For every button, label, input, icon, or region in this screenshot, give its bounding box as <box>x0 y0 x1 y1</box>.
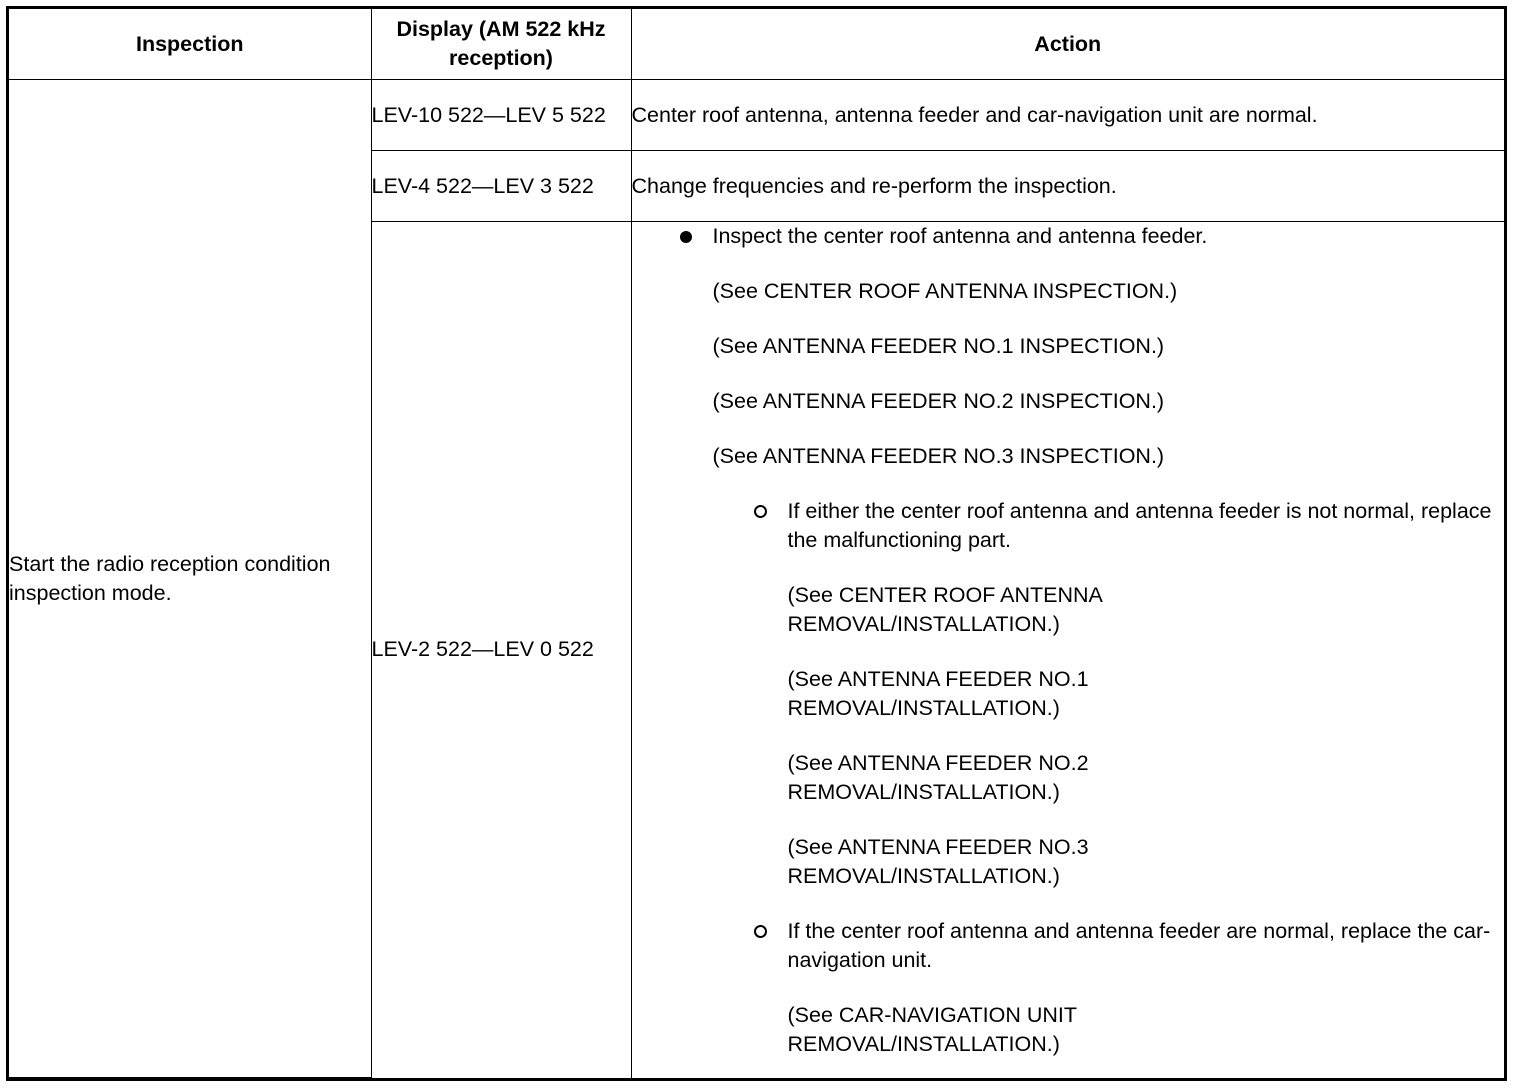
see-reference: (See ANTENNA FEEDER NO.2 INSPECTION.) <box>712 389 1165 413</box>
see-reference: (See ANTENNA FEEDER NO.1 INSPECTION.) <box>712 334 1165 358</box>
hollow-bullet-icon <box>754 505 767 518</box>
sub-bullet-text: If the center roof antenna and antenna feeder are normal, replace the car-navigation unit. <box>787 919 1491 972</box>
sub-bullet-item <box>632 917 1505 975</box>
see-reference: (See ANTENNA FEEDER NO.3 INSPECTION.) <box>712 444 1165 468</box>
table-row <box>9 80 1504 151</box>
display-value: LEV-4 522—LEV 3 522 <box>371 173 594 198</box>
see-reference: (See CENTER ROOF ANTENNA INSPECTION.) <box>712 279 1178 303</box>
filled-bullet-icon <box>680 231 692 243</box>
header-display-label: Display (AM 522 kHz reception) <box>396 17 606 70</box>
sub-bullet-item <box>632 497 1505 555</box>
sub-bullet-text: If either the center roof antenna and antenna feeder is not normal, replace the malfunctioning part. <box>787 499 1492 552</box>
see-reference-text: (See ANTENNA FEEDER NO.3 REMOVAL/INSTALLATION.) <box>787 835 1089 888</box>
see-reference-text: (See CENTER ROOF ANTENNA REMOVAL/INSTALLATION.) <box>787 583 1102 636</box>
see-reference-text: (See CAR-NAVIGATION UNIT REMOVAL/INSTALLATION.) <box>787 1003 1077 1056</box>
see-reference-text: (See ANTENNA FEEDER NO.1 REMOVAL/INSTALLATION.) <box>787 667 1089 720</box>
see-reference <box>632 749 1208 807</box>
display-value: LEV-10 522—LEV 5 522 <box>371 102 606 127</box>
inspection-table-frame <box>6 6 1507 1081</box>
inspection-table <box>9 9 1504 1078</box>
header-inspection: Inspection <box>9 9 371 80</box>
action-text: Center roof antenna, antenna feeder and car-navigation unit are normal. <box>631 102 1318 127</box>
hollow-bullet-icon <box>754 925 767 938</box>
table-header-row <box>9 9 1504 80</box>
bullet-text: Inspect the center roof antenna and antenna feeder. <box>712 224 1208 248</box>
action-cell <box>631 151 1504 222</box>
action-cell-detailed <box>631 222 1504 1078</box>
bullet-item <box>632 222 1505 251</box>
see-reference <box>632 1001 1208 1059</box>
header-action: Action <box>631 9 1504 80</box>
display-cell <box>371 80 631 151</box>
inspection-text: Start the radio reception condition inspection mode. <box>9 551 331 605</box>
display-cell <box>371 151 631 222</box>
see-reference <box>632 665 1208 723</box>
see-reference <box>632 581 1208 639</box>
display-cell <box>371 222 631 1078</box>
action-text: Change frequencies and re-perform the inspection. <box>631 173 1117 198</box>
see-reference <box>632 833 1208 891</box>
header-display <box>371 9 631 80</box>
display-value: LEV-2 522—LEV 0 522 <box>371 637 594 662</box>
action-cell <box>631 80 1504 151</box>
see-reference-text: (See ANTENNA FEEDER NO.2 REMOVAL/INSTALLATION.) <box>787 751 1089 804</box>
inspection-cell <box>9 80 371 1078</box>
